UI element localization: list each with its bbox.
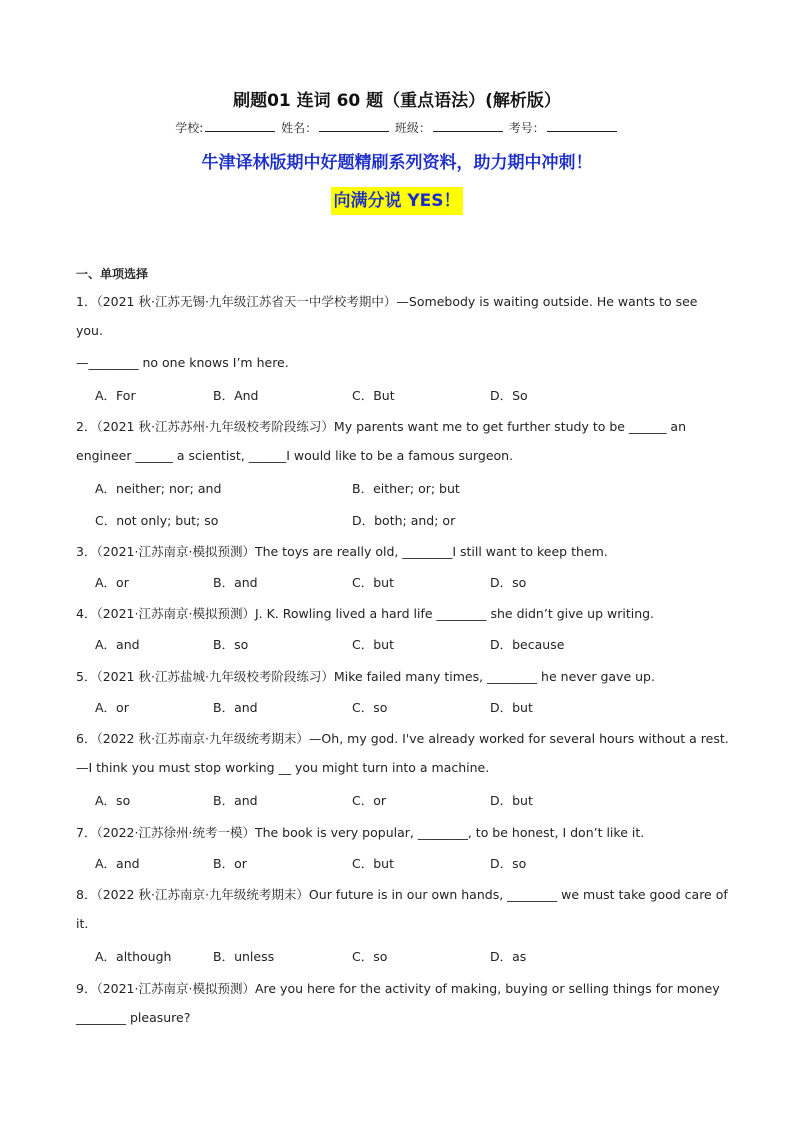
question-4-option-d[interactable]: D．because <box>490 637 565 652</box>
question-1-option-d[interactable]: D．So <box>490 388 528 403</box>
question-5-option-b[interactable]: B．and <box>213 700 258 715</box>
question-4-option-b[interactable]: B．so <box>213 637 249 652</box>
question-5-option-d[interactable]: D．but <box>490 700 533 715</box>
name-blank <box>319 120 389 132</box>
question-5-line-1: 5．（2021 秋·江苏盐城·九年级校考阶段练习）Mike failed many times, ________ he never gave up. <box>76 669 655 684</box>
slogan-text: 向满分说 YES！ <box>331 187 462 215</box>
question-6-option-a[interactable]: A．so <box>95 793 131 808</box>
question-6-option-b[interactable]: B．and <box>213 793 258 808</box>
question-8-option-b[interactable]: B．unless <box>213 949 275 964</box>
slogan-banner <box>0 187 794 215</box>
student-info-line <box>0 119 794 136</box>
question-7-line-1: 7．（2022·江苏徐州·统考一模）The book is very popular, ________, to be honest, I don’t like it. <box>76 825 645 840</box>
question-7-option-a[interactable]: A．and <box>95 856 140 871</box>
section-title: 一、单项选择 <box>76 267 149 281</box>
question-7-option-b[interactable]: B．or <box>213 856 247 871</box>
school-label: 学校: <box>175 121 204 135</box>
question-1-line-1: 1．（2021 秋·江苏无锡·九年级江苏省天一中学校考期中）—Somebody is waiting outside. He wants to see <box>76 294 698 309</box>
question-8-option-d[interactable]: D．as <box>490 949 527 964</box>
question-2-option-a[interactable]: A．neither; nor; and <box>95 481 222 496</box>
question-2-option-d[interactable]: D．both; and; or <box>352 513 456 528</box>
question-2-option-c[interactable]: C．not only; but; so <box>95 513 219 528</box>
question-7-option-d[interactable]: D．so <box>490 856 527 871</box>
question-6-option-d[interactable]: D．but <box>490 793 533 808</box>
exam-number-blank <box>547 120 617 132</box>
name-label: 姓名： <box>281 121 318 135</box>
question-8-option-c[interactable]: C．so <box>352 949 388 964</box>
question-8-line-2: it. <box>76 916 89 931</box>
exam-number-label: 考号： <box>508 121 545 135</box>
question-3-line-1: 3．（2021·江苏南京·模拟预测）The toys are really old, ________I still want to keep them. <box>76 544 608 559</box>
class-blank <box>433 120 503 132</box>
question-2-line-2: engineer ______ a scientist, ______I would like to be a famous surgeon. <box>76 448 514 463</box>
question-3-option-b[interactable]: B．and <box>213 575 258 590</box>
question-6-option-c[interactable]: C．or <box>352 793 387 808</box>
question-3-option-c[interactable]: C．but <box>352 575 394 590</box>
question-2-option-b[interactable]: B．either; or; but <box>352 481 460 496</box>
question-1-option-a[interactable]: A．For <box>95 388 136 403</box>
class-label: 班级： <box>394 121 431 135</box>
question-4-option-c[interactable]: C．but <box>352 637 394 652</box>
question-1-option-c[interactable]: C．But <box>352 388 395 403</box>
question-1-line-3: —________ no one knows I’m here. <box>76 355 289 370</box>
question-9-line-2: ________ pleasure? <box>76 1010 191 1025</box>
question-6-line-1: 6．（2022 秋·江苏南京·九年级统考期末）—Oh, my god. I've already worked for several hours without a rest. <box>76 731 729 746</box>
question-3-option-a[interactable]: A．or <box>95 575 129 590</box>
question-1-line-2: you. <box>76 323 103 338</box>
question-6-line-2: —I think you must stop working __ you might turn into a machine. <box>76 760 490 775</box>
question-4-option-a[interactable]: A．and <box>95 637 140 652</box>
question-8-option-a[interactable]: A．although <box>95 949 172 964</box>
document-title: 刷题01 连词 60 题（重点语法）(解析版） <box>233 91 561 111</box>
question-5-option-c[interactable]: C．so <box>352 700 388 715</box>
question-8-line-1: 8．（2022 秋·江苏南京·九年级统考期末）Our future is in our own hands, ________ we must take good care of <box>76 887 728 902</box>
question-2-line-1: 2．（2021 秋·江苏苏州·九年级校考阶段练习）My parents want me to get further study to be ______ an <box>76 419 686 434</box>
question-5-option-a[interactable]: A．or <box>95 700 129 715</box>
school-blank <box>205 120 275 132</box>
question-1-option-b[interactable]: B．And <box>213 388 259 403</box>
question-4-line-1: 4．（2021·江苏南京·模拟预测）J. K. Rowling lived a hard life ________ she didn’t give up writing. <box>76 606 655 621</box>
question-7-option-c[interactable]: C．but <box>352 856 394 871</box>
question-9-line-1: 9．（2021·江苏南京·模拟预测）Are you here for the activity of making, buying or selling things for money <box>76 981 720 996</box>
promo-banner: 牛津译林版期中好题精刷系列资料，助力期中冲刺！ <box>201 153 593 173</box>
question-3-option-d[interactable]: D．so <box>490 575 527 590</box>
